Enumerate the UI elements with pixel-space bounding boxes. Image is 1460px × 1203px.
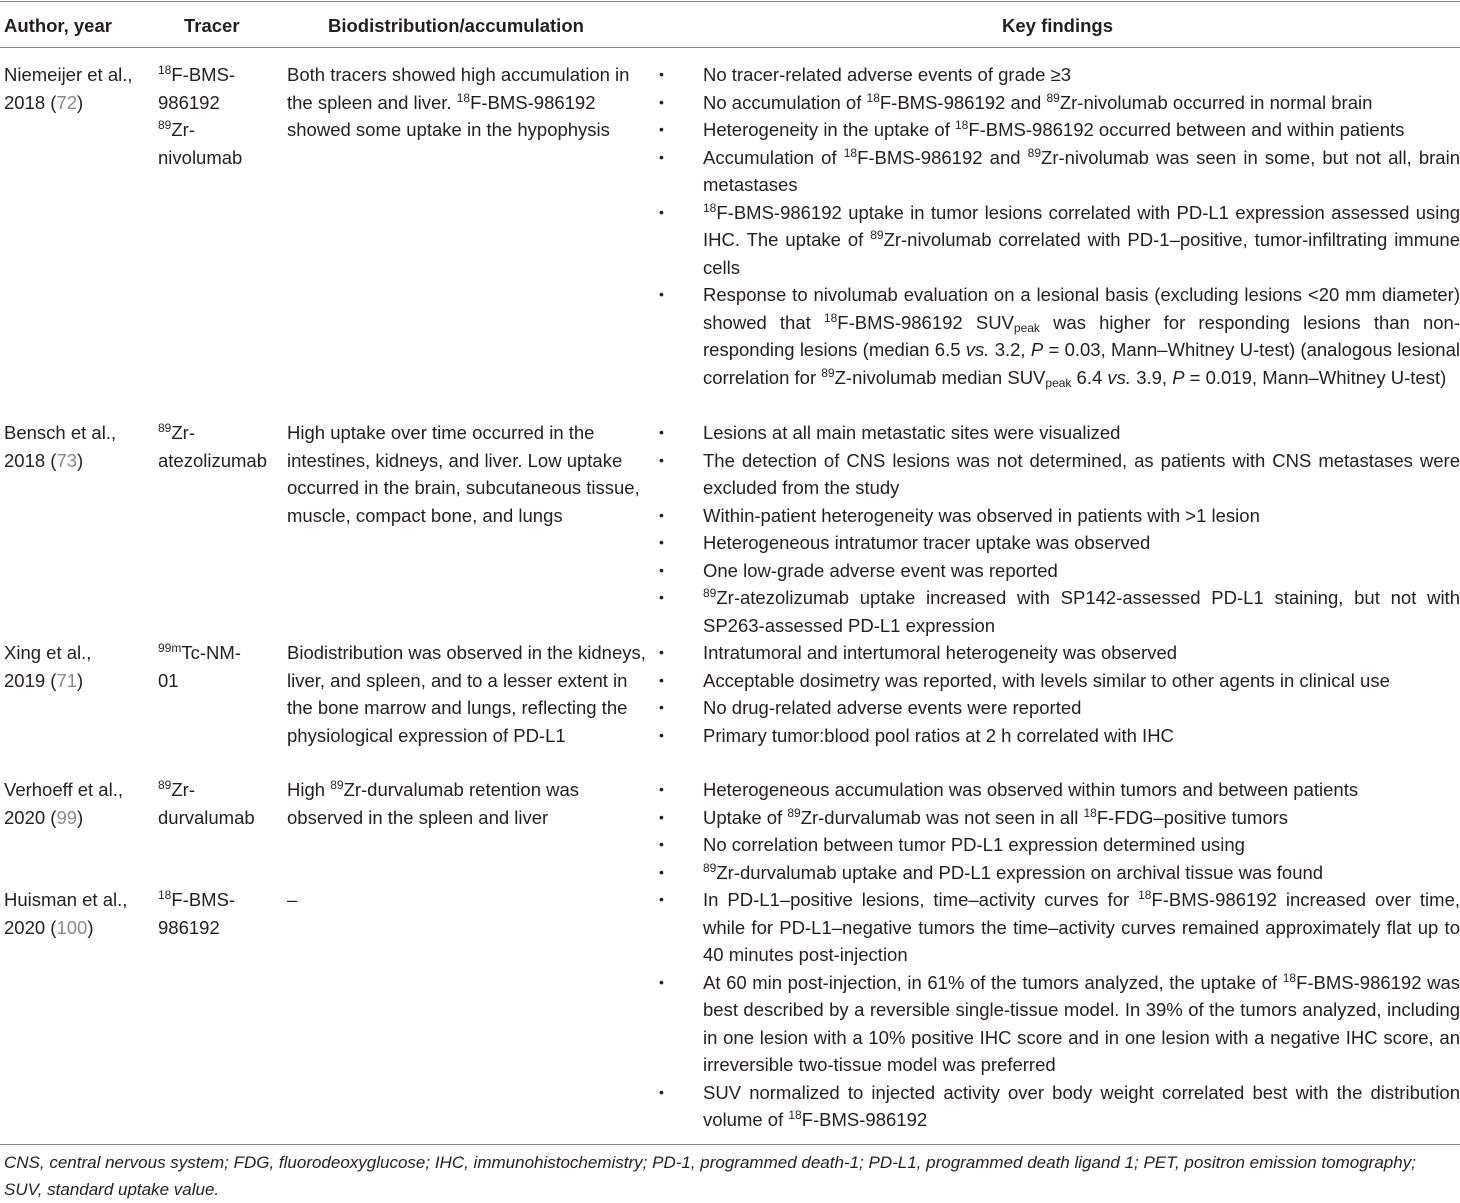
reference-link[interactable]: 73 — [56, 449, 78, 471]
finding-item: • Accumulation of $^{18}$F-BMS-986192 and $^{89}$Zr-nivolumab was seen in some, but not all, brain metastases — [659, 145, 1460, 195]
biodistribution-cell: – — [287, 889, 298, 910]
finding-item: • Heterogeneous intratumor tracer uptake was observed — [659, 532, 1151, 553]
finding-item: • Acceptable dosimetry was reported, with levels similar to other agents in clinical use — [659, 669, 1390, 691]
finding-item: • Intratumoral and intertumoral heterogeneity was observed — [659, 642, 1178, 663]
finding-item: • In PD-L1–positive lesions, time–activity curves for $^{18}$F-BMS-986192 increased over time, while for PD-L1–negative tumors the time–activity curves remained approximately flat up to 40 minutes post-injection — [659, 888, 1460, 965]
key-findings-list — [655, 419, 1460, 639]
finding-item: • No correlation between tumor PD-L1 expression determined using — [659, 834, 1245, 855]
key-findings-list — [655, 639, 1460, 749]
biodistribution-cell: Both tracers showed high accumulation in the spleen and liver. $^{18}$F-BMS-986192 showed some uptake in the hypophysis — [287, 64, 630, 140]
table-bottom-rule — [0, 1144, 1460, 1145]
reference-link[interactable]: 100 — [56, 916, 88, 938]
reference-link[interactable]: 99 — [56, 806, 78, 828]
finding-item: • The detection of CNS lesions was not determined, as patients with CNS metastases were excluded from the study — [659, 449, 1460, 498]
biodistribution-cell: High $^{89}$Zr-durvalumab retention was observed in the spleen and liver — [287, 778, 580, 828]
biodistribution-cell: High uptake over time occurred in the intestines, kidneys, and liver. Low uptake occurred in the brain, subcutaneous tissue, muscle, compact bone, and lungs — [287, 422, 640, 526]
tracer-cell: $^{99m}$Tc-NM- 01 — [158, 641, 241, 691]
header-bottom-rule — [0, 47, 1460, 48]
key-findings-list — [655, 61, 1460, 391]
header-key-findings: Key findings — [1002, 15, 1114, 36]
header-author: Author, year — [4, 15, 112, 36]
finding-item: • Response to nivolumab evaluation on a lesional basis (excluding lesions <20 mm diameter) showed that $^{18}$F-BMS-986192 $SUV_{peak}$ was higher for responding lesions than non-responding lesions (median 6.5 vs. 3.2, P = 0.03, Mann–Whitney U-test) (analogous lesional correlation for $^{89}$Z-nivolumab median $SUV_{peak}$ 6.4 vs. 3.9, P = 0.019, Mann–Whitney U-test) — [659, 284, 1460, 390]
finding-item: • Heterogeneous accumulation was observed within tumors and between patients — [659, 779, 1359, 800]
header-tracer: Tracer — [184, 15, 240, 36]
finding-item: • Uptake of $^{89}$Zr-durvalumab was not seen in all $^{18}$F-FDG–positive tumors — [659, 805, 1289, 828]
author-cell: Niemeijer et al., 2018 (72) — [4, 64, 133, 113]
reference-link[interactable]: 72 — [56, 91, 78, 113]
tracer-cell: $^{89}$Zr- atezolizumab — [158, 421, 268, 471]
author-cell: Verhoeff et al., 2020 (99) — [4, 779, 123, 828]
finding-item: • No drug-related adverse events were reported — [659, 697, 1082, 718]
finding-item: • $^{89}$Zr-durvalumab uptake and PD-L1 expression on archival tissue was found — [659, 860, 1324, 883]
author-cell: Huisman et al., 2020 (100) — [4, 889, 128, 938]
key-findings-list — [655, 776, 1460, 886]
finding-item: • SUV normalized to injected activity over body weight correlated best with the distribution volume of $^{18}$F-BMS-986192 — [659, 1081, 1460, 1130]
reference-link[interactable]: 71 — [56, 669, 78, 691]
finding-item: • Primary tumor:blood pool ratios at 2 h correlated with IHC — [659, 724, 1174, 746]
key-findings-list — [655, 886, 1460, 1134]
author-cell: Xing et al., 2019 (71) — [4, 642, 92, 691]
finding-item: • $^{89}$Zr-atezolizumab uptake increased with SP142-assessed PD-L1 staining, but not with SP263-assessed PD-L1 expression — [659, 586, 1460, 636]
tracer-cell: $^{18}$F-BMS- 986192 $^{89}$Zr- nivolumab — [158, 63, 243, 168]
finding-item: • At 60 min post-injection, in 61% of the tumors analyzed, the uptake of $^{18}$F-BMS-986192 was best described by a reversible single-tissue model. In 39% of the tumors analyzed, including in one lesion with a 10% positive IHC score and in one lesion with a negative IHC score, an irreversible two-tissue model was preferred — [659, 970, 1460, 1075]
header-biodistribution: Biodistribution/accumulation — [328, 15, 584, 36]
author-cell: Bensch et al., 2018 (73) — [4, 422, 117, 471]
biodistribution-cell: Biodistribution was observed in the kidneys, liver, and spleen, and to a lesser extent in the bone marrow and lungs, reflecting the physiological expression of PD-L1 — [287, 642, 646, 746]
finding-item: • No tracer-related adverse events of grade ≥3 — [659, 64, 1072, 85]
finding-item: • No accumulation of $^{18}$F-BMS-986192 and $^{89}$Zr-nivolumab occurred in normal brain — [659, 90, 1373, 113]
table-top-rule — [0, 1, 1460, 2]
finding-item: • $^{18}$F-BMS-986192 uptake in tumor lesions correlated with PD-L1 expression assessed using IHC. The uptake of $^{89}$Zr-nivolumab correlated with PD-1–positive, tumor-infiltrating immune cells — [659, 200, 1460, 278]
finding-item: • Within-patient heterogeneity was observed in patients with >1 lesion — [659, 504, 1260, 526]
tracer-cell: $^{89}$Zr- durvalumab — [158, 778, 255, 828]
table-footnote: CNS, central nervous system; FDG, fluorodeoxyglucose; IHC, immunohistochemistry; PD-1, programmed death-1; PD-L1, programmed death ligand 1; PET, positron emission tomography; SUV, standard uptake value. — [4, 1153, 1416, 1199]
finding-item: • One low-grade adverse event was reported — [659, 559, 1058, 581]
finding-item: • Lesions at all main metastatic sites were visualized — [659, 422, 1121, 443]
tracer-cell: $^{18}$F-BMS- 986192 — [158, 888, 236, 938]
finding-item: • Heterogeneity in the uptake of $^{18}$F-BMS-986192 occurred between and within patients — [659, 118, 1405, 140]
